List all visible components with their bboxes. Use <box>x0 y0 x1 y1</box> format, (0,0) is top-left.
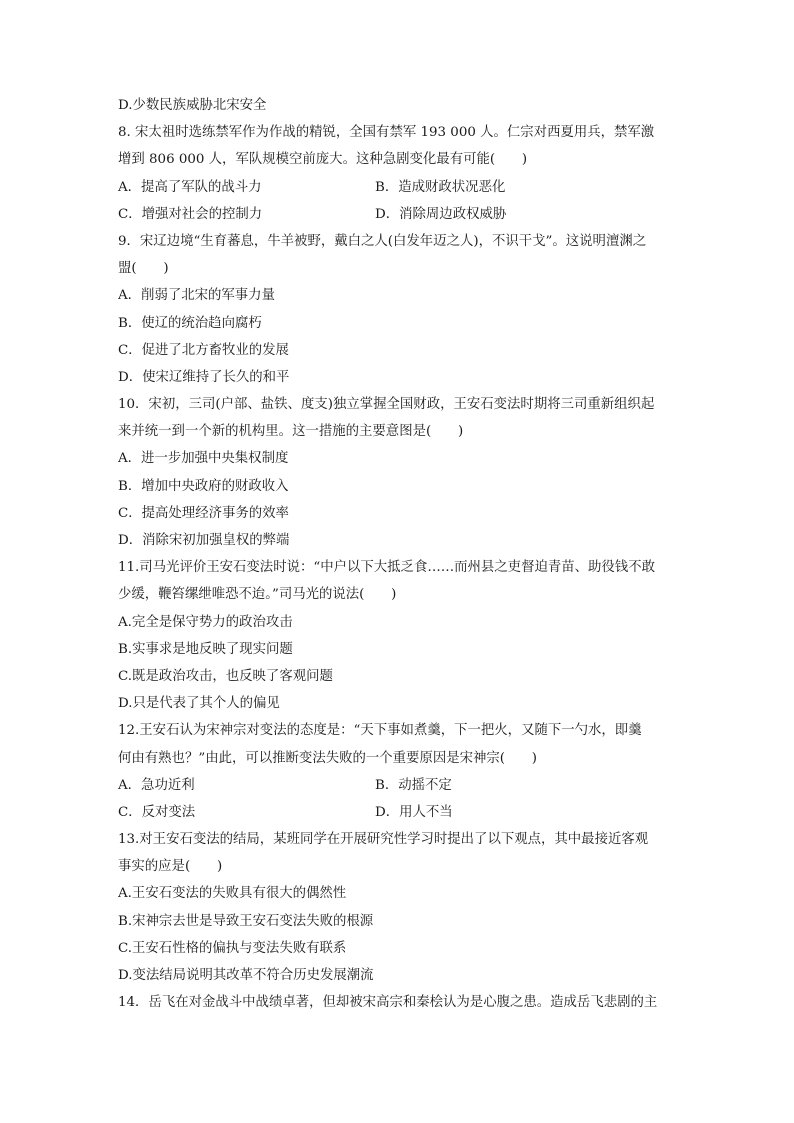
option-text: B．造成财政状况恶化 <box>375 179 506 195</box>
text-line: 8. 宋太祖时选练禁军作为作战的精锐，全国有禁军 193 000 人。仁宗对西夏用兵，禁军激 <box>118 125 655 141</box>
text-line: B.宋神宗去世是导致王安石变法失败的根源 <box>118 913 374 929</box>
text-line: 14．岳飞在对金战斗中战绩卓著，但却被宋高宗和秦桧认为是心腹之患。造成岳飞悲剧的主 <box>118 995 658 1011</box>
text-line: A．削弱了北宋的军事力量 <box>118 288 275 304</box>
text-line: A．进一步加强中央集权制度 <box>118 451 289 467</box>
text-line: 来并统一到一个新的机构里。这一措施的主要意图是( ) <box>118 424 464 440</box>
option-text: D．用人不当 <box>375 804 453 820</box>
text-line: A.完全是保守势力的政治攻击 <box>118 614 293 630</box>
option-row <box>118 174 678 201</box>
document-page <box>118 92 678 1016</box>
text-line: C．提高处理经济事务的效率 <box>118 505 289 521</box>
option-text: D．消除周边政权威胁 <box>375 206 507 222</box>
option-text: B．动摇不定 <box>375 777 452 793</box>
text-line: B．增加中央政府的财政收入 <box>118 478 289 494</box>
text-line: 11.司马光评价王安石变法时说：“中户以下大抵乏食……而州县之吏督迫青苗、助役钱不敢 <box>118 560 655 576</box>
option-row <box>118 201 678 228</box>
text-line: 少缓，鞭笞缧绁唯恐不迨。”司马光的说法( ) <box>118 587 397 603</box>
text-line: C.既是政治攻击，也反映了客观问题 <box>118 668 333 684</box>
text-line: 事实的应是( ) <box>118 859 223 875</box>
option-text: C．反对变法 <box>118 804 196 820</box>
text-line: 增到 806 000 人，军队规模空前庞大。这种急剧变化最有可能( ) <box>118 152 528 168</box>
option-text: C．增强对社会的控制力 <box>118 206 263 222</box>
option-row <box>118 799 678 826</box>
text-line: D．使宋辽维持了长久的和平 <box>118 369 290 385</box>
text-line: 9．宋辽边境“生育蕃息，牛羊被野，戴白之人(白发年迈之人)，不识干戈”。这说明澶渊之 <box>118 233 647 249</box>
option-row <box>118 772 678 799</box>
text-line: 12.王安石认为宋神宗对变法的态度是：“天下事如煮羹，下一把火，又随下一勺水，即羹 <box>118 723 642 739</box>
text-line: D.只是代表了其个人的偏见 <box>118 696 280 712</box>
text-line: 13.对王安石变法的结局，某班同学在开展研究性学习时提出了以下观点，其中最接近客观 <box>118 832 649 848</box>
option-text: A．急功近利 <box>118 777 195 793</box>
text-line: A.王安石变法的失败具有很大的偶然性 <box>118 886 347 902</box>
text-line: D．消除宋初加强皇权的弊端 <box>118 533 290 548</box>
text-line: C．促进了北方畜牧业的发展 <box>118 342 289 358</box>
text-line: B.实事求是地反映了现实问题 <box>118 641 293 657</box>
text-line: B．使辽的统治趋向腐朽 <box>118 315 262 331</box>
text-line: D.少数民族威胁北宋安全 <box>118 98 267 113</box>
text-line: 何由有熟也？”由此，可以推断变法失败的一个重要原因是宋神宗( ) <box>118 750 538 766</box>
text-line: C.王安石性格的偏执与变法失败有联系 <box>118 940 347 956</box>
text-line: 盟( ) <box>118 261 169 277</box>
text-line: D.变法结局说明其改革不符合历史发展潮流 <box>118 968 374 983</box>
option-text: A．提高了军队的战斗力 <box>118 179 262 195</box>
text-line: 10．宋初，三司(户部、盐铁、度支)独立掌握全国财政，王安石变法时期将三司重新组织起 <box>118 397 655 413</box>
